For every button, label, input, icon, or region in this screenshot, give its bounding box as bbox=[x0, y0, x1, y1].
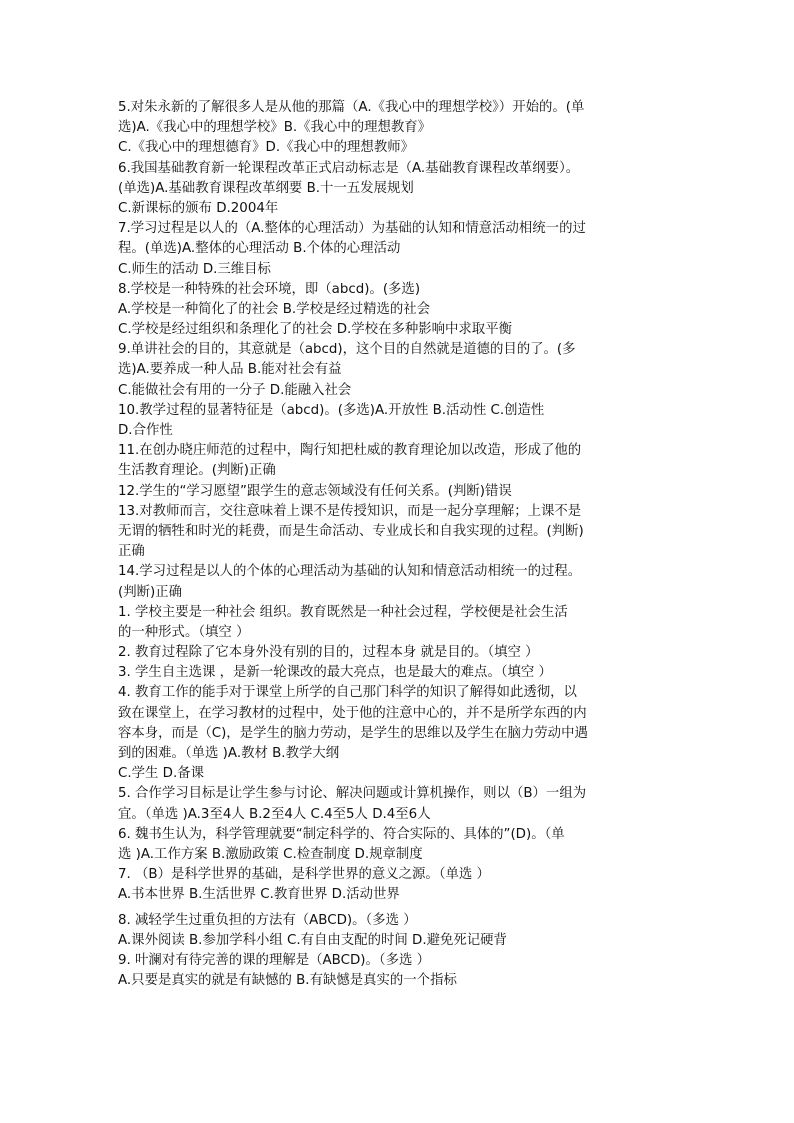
text-line: A.书本世界 B.生活世界 C.教育世界 D.活动世界 bbox=[118, 887, 400, 903]
text-line: 致在课堂上，在学习教材的过程中，处于他的注意中心的，并不是所学东西的内 bbox=[118, 705, 587, 721]
text-line: 的一种形式。（填空 ） bbox=[118, 624, 250, 640]
text-line: 容本身，而是（C)，是学生的脑力劳动，是学生的思维以及学生在脑力劳动中遇 bbox=[118, 725, 588, 741]
text-line: 1. 学校主要是一种社会 组织。教育既然是一种社会过程，学校便是社会生活 bbox=[118, 604, 568, 620]
text-line: (判断)正确 bbox=[118, 584, 183, 600]
question-text-block bbox=[118, 98, 678, 991]
text-line: 5.对朱永新的了解很多人是从他的那篇（A.《我心中的理想学校》）开始的。(单 bbox=[118, 100, 585, 115]
text-line: (单选)A.基础教育课程改革纲要 B.十一五发展规划 bbox=[118, 180, 414, 196]
text-line: C.师生的活动 D.三维目标 bbox=[118, 261, 271, 277]
text-line: 7. （B）是科学世界的基础，是科学世界的意义之源。（单选 ） bbox=[118, 867, 490, 883]
text-line: D.合作性 bbox=[118, 423, 173, 438]
text-line: 6. 魏书生认为，科学管理就要“制定科学的、符合实际的、具体的”(D)。（单 bbox=[118, 826, 565, 842]
text-line: C.学生 D.备课 bbox=[118, 766, 204, 782]
text-line: 选)A.要养成一种人品 B.能对社会有益 bbox=[118, 362, 342, 378]
text-line: A.学校是一种简化了的社会 B.学校是经过精选的社会 bbox=[118, 301, 431, 317]
text-line: 选 )A.工作方案 B.激励政策 C.检查制度 D.规章制度 bbox=[118, 846, 423, 862]
text-line: 无谓的牺牲和时光的耗费，而是生命活动、专业成长和自我实现的过程。(判断) bbox=[118, 523, 584, 539]
text-line: 8.学校是一种特殊的社会环境，即（abcd)。(多选) bbox=[118, 281, 421, 297]
text-line: 3. 学生自主选课 ，是新一轮课改的最大亮点，也是最大的难点。（填空 ） bbox=[118, 665, 552, 681]
text-line: 11.在创办晓庄师范的过程中，陶行知把杜威的教育理论加以改造，形成了他的 bbox=[118, 443, 582, 459]
text-line: 6.我国基础教育新一轮课程改革正式启动标志是（A.基础教育课程改革纲要）。 bbox=[118, 160, 580, 176]
text-line: 10.教学过程的显著特征是（abcd)。(多选)A.开放性 B.活动性 C.创造性 bbox=[118, 402, 545, 418]
text-line: A.只要是真实的就是有缺憾的 B.有缺憾是真实的一个指标 bbox=[118, 973, 457, 989]
text-line: 生活教育理论。(判断)正确 bbox=[118, 463, 276, 479]
text-line: 正确 bbox=[118, 544, 145, 560]
text-line: 7.学习过程是以人的（A.整体的心理活动）为基础的认知和情意活动相统一的过 bbox=[118, 221, 586, 237]
text-line: A.课外阅读 B.参加学科小组 C.有自由支配的时间 D.避免死记硬背 bbox=[118, 932, 507, 948]
text-line: 8. 减轻学生过重负担的方法有（ABCD)。（多选 ） bbox=[118, 912, 417, 928]
text-line: 程。(单选)A.整体的心理活动 B.个体的心理活动 bbox=[118, 241, 401, 257]
text-line: 宜。（单选 )A.3至4人 B.2至4人 C.4至5人 D.4至6人 bbox=[118, 806, 431, 822]
text-line: 14.学习过程是以人的个体的心理活动为基础的认知和情意活动相统一的过程。 bbox=[118, 564, 582, 580]
text-line: 到的困难。（单选 )A.教材 B.教学大纲 bbox=[118, 746, 340, 761]
text-line: C.学校是经过组织和条理化了的社会 D.学校在多种影响中求取平衡 bbox=[118, 322, 512, 338]
text-line: 9.单讲社会的目的，其意就是（abcd)，这个目的自然就是道德的目的了。(多 bbox=[118, 342, 576, 358]
text-line: 12.学生的“学习愿望”跟学生的意志领域没有任何关系。(判断)错误 bbox=[118, 483, 512, 499]
text-line: 13.对教师而言，交往意味着上课不是传授知识，而是一起分享理解；上课不是 bbox=[118, 503, 582, 519]
text-line: 2. 教育过程除了它本身外没有别的目的，过程本身 就是目的。（填空 ） bbox=[118, 645, 539, 661]
text-line: 选)A.《我心中的理想学校》B.《我心中的理想教育》 bbox=[118, 120, 432, 136]
text-line: C.能做社会有用的一分子 D.能融入社会 bbox=[118, 382, 352, 398]
text-line: C.《我心中的理想德育》D.《我心中的理想教师》 bbox=[118, 140, 414, 156]
text-line: 9. 叶澜对有待完善的课的理解是（ABCD)。（多选 ） bbox=[118, 952, 431, 968]
text-line: 4. 教育工作的能手对于课堂上所学的自己那门科学的知识了解得如此透彻，以 bbox=[118, 685, 577, 701]
text-line: C.新课标的颁布 D.2004年 bbox=[118, 200, 279, 216]
text-line: 5. 合作学习目标是让学生参与讨论、解决问题或计算机操作，则以（B）一组为 bbox=[118, 786, 587, 802]
